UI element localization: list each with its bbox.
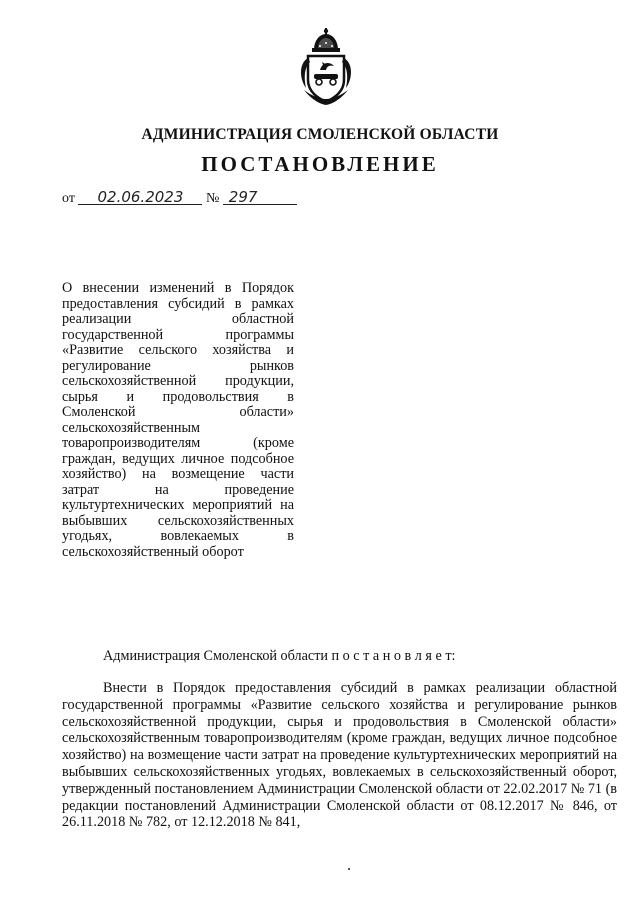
coat-of-arms-icon	[294, 28, 358, 106]
page-mark	[348, 868, 350, 870]
registration-line	[62, 190, 297, 207]
preamble-text: Администрация Смоленской области п о с т а н о в л я е т:	[103, 648, 456, 664]
number-sign-label: №	[205, 191, 220, 206]
body-paragraph: Внести в Порядок предоставления субсидий в рамках реализации областной государственной программы «Развитие сельского хозяйства и регулирование рынков сельскохозяйственной продукции, сырья и продовольствия в Смоленской области» сельскохозяйственным товаропроизводителям (кроме граждан, ведущих личное подсобное хозяйство) на возмещение части затрат на проведение культуртехнических мероприятий на выбывших сельскохозяйственных угодьях, вовлекаемых в сельскохозяйственный оборот, утвержденный постановлением Администрации Смоленской области от 22.02.2017 № 71 (в редакции постановлений Администрации Смоленской области от 08.12.2017 № 846, от 26.11.2018 № 782, от 12.12.2018 № 841,	[62, 680, 617, 831]
document-number: 297	[223, 190, 297, 205]
document-date: 02.06.2023	[78, 190, 202, 205]
document-subject: О внесении изменений в Порядок предоставления субсидий в рамках реализации областной государственной программы «Развитие сельского хозяйства и регулирование рынков сельскохозяйственной продукции, сырья и продовольствия в Смоленской области» сельскохозяйственным товаропроизводителям (кроме граждан, ведущих личное подсобное хозяйство) на возмещение части затрат на проведение культуртехнических мероприятий на выбывших сельскохозяйственных угодьях, вовлекаемых в сельскохозяйственный оборот	[62, 280, 294, 560]
date-prefix-label: от	[62, 191, 75, 206]
document-type-title: ПОСТАНОВЛЕНИЕ	[201, 152, 439, 176]
organization-title: АДМИНИСТРАЦИЯ СМОЛЕНСКОЙ ОБЛАСТИ	[141, 126, 499, 143]
